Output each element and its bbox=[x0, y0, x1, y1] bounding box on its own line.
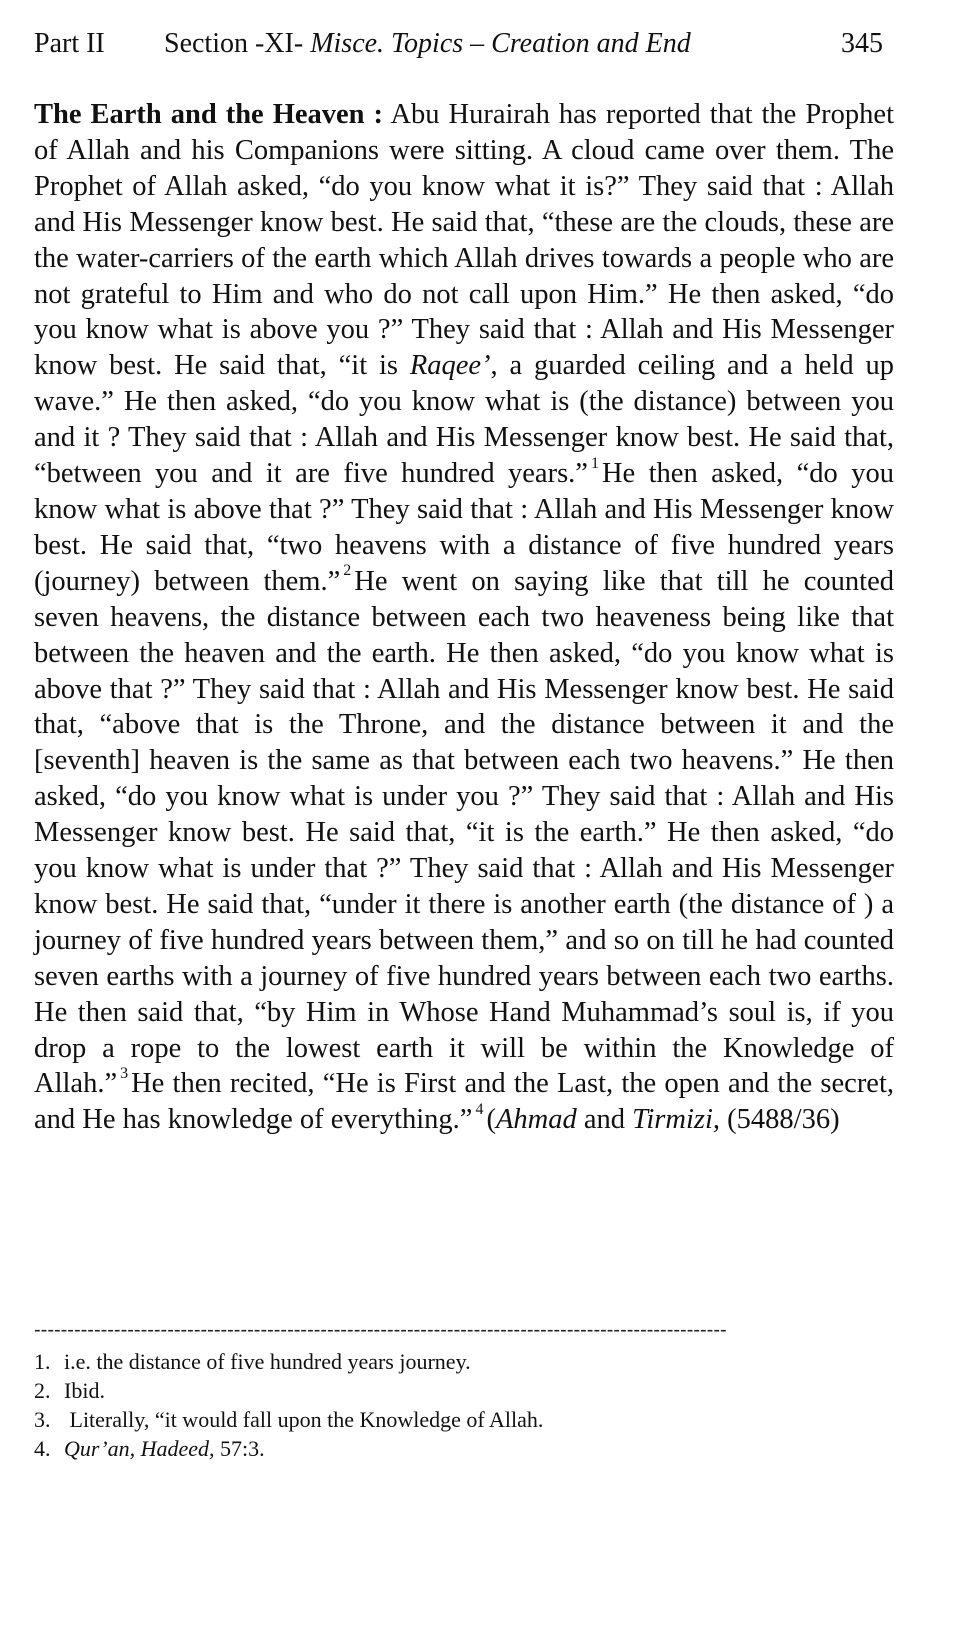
header-section bbox=[164, 26, 691, 62]
footnote-number: 3. bbox=[34, 1407, 51, 1432]
running-header bbox=[34, 26, 894, 62]
footnote-separator: -------------------------------------------------------------------------------------------------------- bbox=[34, 1320, 727, 1340]
footnote-text: Literally, “it would fall upon the Knowledge of Allah. bbox=[64, 1407, 544, 1432]
footnote-ref-4[interactable]: 4 bbox=[475, 1100, 484, 1118]
footnote-number: 2. bbox=[34, 1378, 51, 1403]
body-text-1: Abu Hurairah has reported that the Prophet of Allah and his Companions were sitting. A cloud came over them. The Prophet of Allah asked, “do you know what it is?” They said that : Allah and His Messenger know best. He said that, “these are the clouds, these are the water-carriers of the earth which Allah drives towards a people who are not grateful to Him and who do not call upon Him.” He then asked, “do you know what is above you ?” They said that : Allah and His Messenger know best. He said that, “it is bbox=[34, 99, 894, 382]
body-paragraph bbox=[34, 97, 894, 1138]
body-text-6: ( bbox=[486, 1104, 496, 1136]
body-text-2: , a guarded ceiling and a held up wave.” He then asked, “do you know what is (the distance) between you and it ? They said that : Allah and His Messenger know best. He said that, “between you and it are five hundred years.” bbox=[34, 350, 894, 490]
header-part: Part II bbox=[34, 28, 105, 59]
section-heading: The Earth and the Heaven : bbox=[34, 99, 384, 130]
body-text-4: He went on saying like that till he counted seven heavens, the distance between each two heaveness being like that between the heaven and the earth. He then asked, “do you know what is above that ?” They said that : Allah and His Messenger know best. He said that, “above that is the Throne, and the distance between it and the [seventh] heaven is the same as that between each two heavens.” He then asked, “do you know what is under you ?” They said that : Allah and His Messenger know best. He said that, “it is the earth.” He then asked, “do you know what is under that ?” They said that : Allah and His Messenger know best. He said that, “under it there is another earth (the distance of ) a journey of five hundred years between them,” and so on till he had counted seven earths with a journey of five hundred years between each two earths. He then said that, “by Him in Whose Hand Muhammad’s soul is, if you drop a rope to the lowest earth it will be within the Knowledge of Allah.” bbox=[34, 565, 895, 1100]
page-number: 345 bbox=[841, 28, 883, 59]
body-text-8: (5488/36) bbox=[720, 1104, 840, 1136]
footnote-item bbox=[34, 1434, 894, 1463]
footnote-citation: Qur’an, Hadeed, bbox=[64, 1436, 215, 1461]
footnote-number: 1. bbox=[34, 1349, 51, 1374]
body-text-7: and bbox=[576, 1104, 633, 1136]
footnote-item bbox=[34, 1376, 894, 1405]
footnote-list bbox=[34, 1347, 894, 1463]
footnote-ref-3[interactable]: 3 bbox=[120, 1064, 129, 1082]
term-raqee: Raqee’ bbox=[409, 350, 491, 382]
footnote-text: Ibid. bbox=[64, 1378, 105, 1403]
footnote-text: i.e. the distance of five hundred years journey. bbox=[64, 1349, 471, 1374]
body-text-5: He then recited, “He is First and the Last, the open and the secret, and He has knowledge of everything.” bbox=[34, 1068, 894, 1136]
footnote-number: 4. bbox=[34, 1436, 51, 1461]
header-section-prefix: Section -XI- bbox=[164, 28, 311, 59]
body-text-3: He then asked, “do you know what is above that ?” They said that : Allah and His Messenger know best. He said that, “two heavens with a distance of five hundred years (journey) between them.” bbox=[34, 458, 895, 597]
header-section-title: Misce. Topics – Creation and End bbox=[310, 28, 691, 59]
source-ahmad: Ahmad bbox=[495, 1104, 577, 1136]
footnote-text: 57:3. bbox=[214, 1436, 265, 1461]
footnote-ref-2[interactable]: 2 bbox=[343, 562, 352, 580]
footnote-item bbox=[34, 1405, 894, 1434]
footnote-item bbox=[34, 1347, 894, 1376]
footnote-ref-1[interactable]: 1 bbox=[590, 454, 599, 472]
source-tirmizi: Tirmizi, bbox=[632, 1104, 721, 1136]
